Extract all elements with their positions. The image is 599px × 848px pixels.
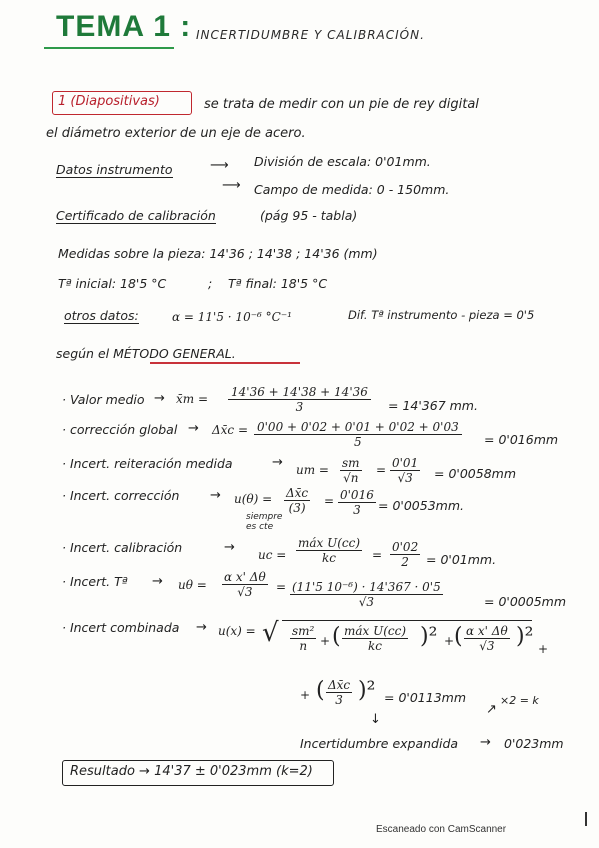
row-combined-term4	[326, 678, 352, 707]
instrument-label: Datos instrumento	[56, 162, 173, 177]
measurements: Medidas sobre la pieza: 14'36 ; 14'38 ; 14'36 (mm)	[58, 246, 378, 261]
arrow-icon: ⟶	[222, 178, 241, 193]
alpha-coefficient: α = 11'5 · 10⁻⁶ °C⁻¹	[172, 310, 292, 324]
paren-close: )²	[516, 624, 534, 649]
temperature-final: Tª final: 18'5 °C	[228, 276, 328, 291]
row-combined-result: = 0'0113mm	[384, 690, 467, 705]
paren-open: (	[454, 624, 463, 649]
arrow-icon: →	[154, 391, 165, 406]
row-corr-f1-den: (3)	[288, 501, 306, 515]
row-repeat-f1-num: sm	[342, 456, 360, 470]
row-mean-fraction	[228, 385, 371, 414]
row-temp-label: · Incert. Tª	[62, 574, 128, 589]
row-mean-symbol: x̄m =	[176, 392, 209, 406]
arrow-icon: ⟶	[210, 158, 229, 173]
arrow-icon: →	[152, 574, 163, 589]
equals-sign: =	[372, 548, 383, 562]
row-calib-fraction1	[296, 536, 362, 565]
row-combined-t3-num: α x' Δθ	[466, 624, 508, 638]
row-correction-numerator: 0'00 + 0'02 + 0'01 + 0'02 + 0'03	[254, 420, 462, 435]
problem-statement-line1: se trata de medir con un pie de rey digital	[204, 97, 479, 112]
row-temp-f2-den: √3	[358, 595, 374, 609]
row-calib-f1-num: máx U(cc)	[298, 536, 361, 550]
arrow-icon: →	[210, 488, 221, 503]
row-repeat-fraction2	[390, 456, 420, 485]
row-corr-uncert-note: siempre es cte	[246, 512, 283, 532]
row-calib-fraction2	[390, 540, 420, 569]
temperature-initial: Tª inicial: 18'5 °C	[58, 276, 167, 291]
row-mean-label: · Valor medio	[62, 392, 145, 407]
row-correction-result: = 0'016mm	[484, 432, 559, 447]
equals-sign: =	[324, 494, 335, 508]
arrow-icon: ↗	[486, 702, 497, 717]
row-repeat-label: · Incert. reiteración medida	[62, 456, 233, 471]
plus-sign: +	[300, 688, 311, 702]
row-combined-term3	[464, 624, 510, 653]
arrow-icon: →	[196, 620, 207, 635]
row-corr-uncert-result: = 0'0053mm.	[378, 498, 464, 513]
instrument-range: Campo de medida: 0 - 150mm.	[254, 182, 450, 197]
row-corr-f1-num: Δx̄c	[286, 486, 309, 500]
instrument-division: División de escala: 0'01mm.	[254, 154, 431, 169]
temperature-difference-note: Dif. Tª instrumento - pieza = 0'5	[348, 308, 535, 322]
row-combined-t2-num: máx U(cc)	[344, 624, 407, 638]
arrow-icon: →	[188, 421, 199, 436]
method-underline	[150, 362, 300, 364]
row-corr-uncert-fraction1	[284, 486, 310, 515]
row-combined-symbol: u(x) =	[218, 624, 256, 638]
scanner-watermark: Escaneado con CamScanner	[376, 824, 507, 835]
method-line: según el MÉTODO GENERAL.	[56, 346, 236, 361]
row-repeat-f1-den: √n	[343, 471, 359, 485]
row-correction-symbol: Δx̄c =	[212, 423, 249, 437]
certificate-ref: (pág 95 - tabla)	[260, 208, 358, 223]
page-subtitle: INCERTIDUMBRE Y CALIBRACIÓN.	[196, 28, 425, 42]
sqrt-bar	[282, 620, 532, 621]
expanded-value: 0'023mm	[504, 736, 564, 751]
row-calib-symbol: uc =	[258, 548, 287, 562]
row-calib-f2-den: 2	[401, 555, 409, 569]
row-combined-t4-num: Δx̄c	[328, 678, 351, 692]
temperature-separator: ;	[208, 276, 213, 291]
row-repeat-result: = 0'0058mm	[434, 466, 517, 481]
sqrt-sign-icon: √	[262, 618, 279, 648]
row-corr-uncert-label: · Incert. corrección	[62, 488, 180, 503]
row-combined-t2-den: kc	[368, 639, 383, 653]
expanded-label: Incertidumbre expandida	[300, 736, 459, 751]
row-corr-uncert-fraction2	[338, 488, 376, 517]
title-underline	[44, 47, 174, 49]
equals-sign: =	[276, 580, 287, 594]
plus-sign: +	[538, 642, 549, 656]
row-mean-result: = 14'367 mm.	[388, 398, 478, 413]
row-combined-t3-den: √3	[479, 639, 495, 653]
arrow-icon: →	[224, 540, 235, 555]
row-correction-fraction	[254, 420, 462, 449]
row-temp-f1-den: √3	[237, 585, 253, 599]
row-combined-label: · Incert combinada	[62, 620, 180, 635]
row-repeat-f2-den: √3	[397, 471, 413, 485]
arrow-down-icon: ↓	[370, 712, 381, 727]
paren-close: )²	[420, 624, 438, 649]
paren-open: (	[332, 624, 341, 649]
row-combined-t1-num: sm²	[292, 624, 315, 638]
row-corr-uncert-symbol: u(θ) =	[234, 492, 273, 506]
other-data-label: otros datos:	[64, 308, 139, 323]
certificate-label: Certificado de calibración	[56, 208, 216, 223]
arrow-icon: →	[480, 735, 491, 750]
row-repeat-symbol: um =	[296, 463, 329, 477]
paren-open: (	[316, 678, 325, 703]
row-corr-f2-num: 0'016	[340, 488, 374, 502]
row-repeat-fraction1	[340, 456, 362, 485]
page-edge-mark	[585, 812, 587, 826]
row-correction-denominator: 5	[354, 435, 362, 449]
row-combined-term1	[290, 624, 316, 653]
row-temp-f2-num: (11'5 10⁻⁶) · 14'367 · 0'5	[292, 580, 441, 594]
row-calib-label: · Incert. calibración	[62, 540, 183, 555]
row-combined-t1-den: n	[299, 639, 308, 653]
row-mean-denominator: 3	[295, 400, 304, 414]
problem-statement-line2: el diámetro exterior de un eje de acero.	[46, 126, 306, 141]
row-mean-numerator: 14'36 + 14'38 + 14'36	[228, 385, 371, 400]
row-calib-f2-num: 0'02	[392, 540, 419, 554]
row-repeat-f2-num: 0'01	[392, 456, 419, 470]
row-corr-f2-den: 3	[353, 503, 361, 517]
paren-close: )²	[358, 678, 376, 703]
row-temp-f1-num: α x' Δθ	[224, 570, 266, 584]
row-combined-term2	[342, 624, 408, 653]
row-correction-label: · corrección global	[62, 422, 178, 437]
problem-tag: 1 (Diapositivas)	[58, 94, 160, 109]
row-temp-fraction2	[290, 580, 443, 609]
result-text: Resultado → 14'37 ± 0'023mm (k=2)	[70, 764, 313, 779]
row-combined-t4-den: 3	[335, 693, 343, 707]
row-temp-fraction1	[222, 570, 268, 599]
coverage-factor-note: ×2 = k	[500, 694, 539, 707]
row-temp-symbol: uθ =	[178, 578, 207, 592]
equals-sign: =	[376, 463, 387, 477]
arrow-icon: →	[272, 455, 283, 470]
row-calib-f1-den: kc	[322, 551, 337, 565]
row-calib-result: = 0'01mm.	[426, 552, 497, 567]
plus-sign: +	[444, 634, 455, 648]
plus-sign: +	[320, 634, 331, 648]
page-title: TEMA 1 :	[56, 10, 192, 43]
row-temp-result: = 0'0005mm	[484, 594, 567, 609]
